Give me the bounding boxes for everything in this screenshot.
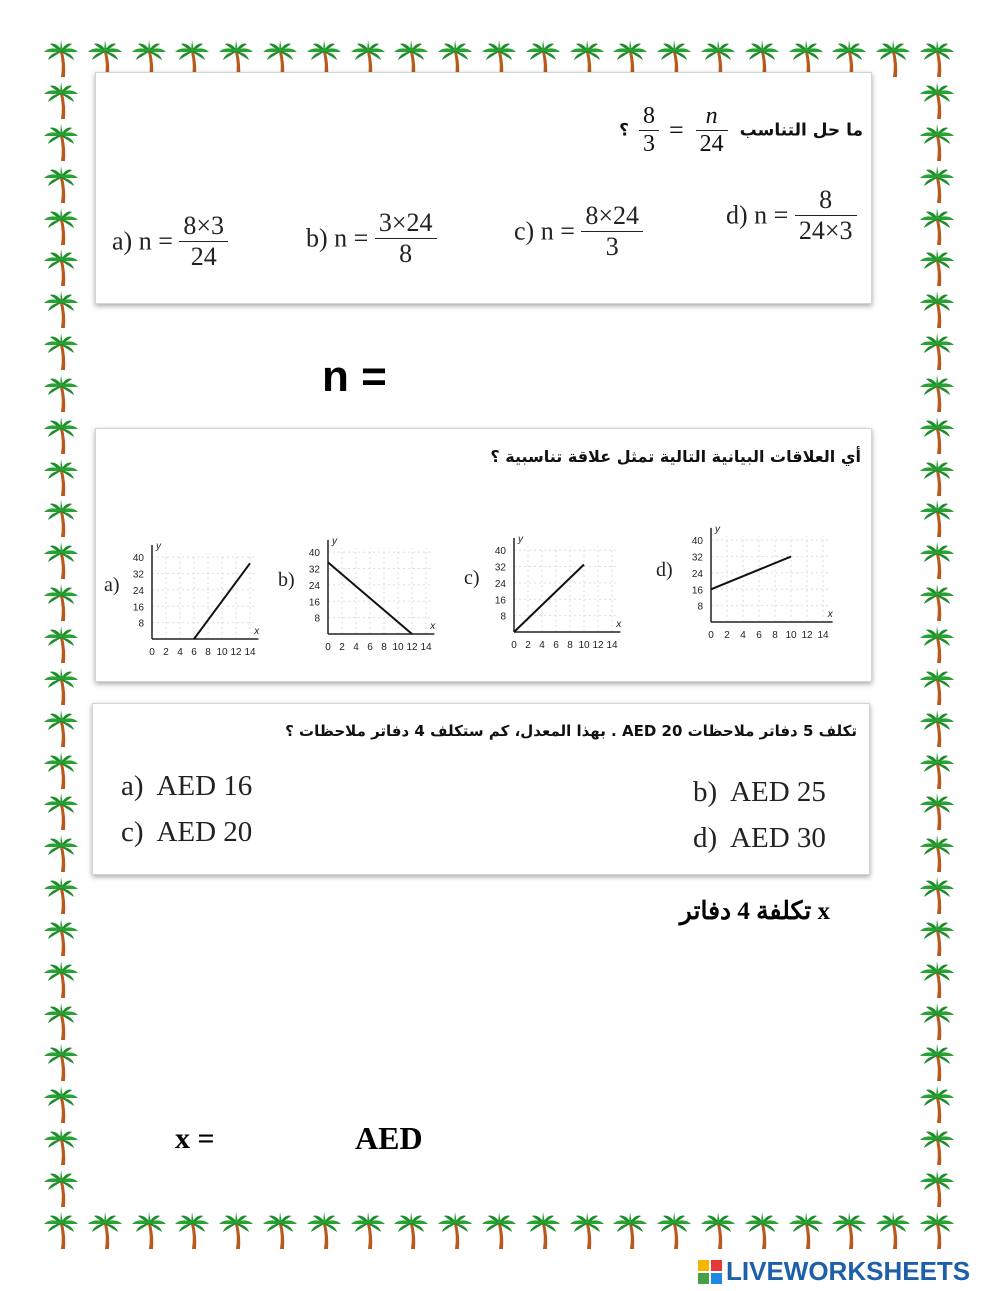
y-axis-label: y (518, 534, 523, 545)
palm-tree-icon (918, 540, 956, 580)
palm-tree-icon (918, 833, 956, 873)
palm-tree-icon (42, 750, 80, 790)
q1-fraction-left-den: 3 (642, 131, 655, 157)
q1-fraction-right-num: n (696, 103, 728, 131)
palm-tree-icon (42, 415, 80, 455)
palm-tree-icon (42, 498, 80, 538)
x-axis-label: x (254, 625, 260, 637)
graph-a-label: a) (104, 574, 120, 596)
x-tick-label: 4 (177, 647, 183, 658)
palm-tree-icon (42, 624, 80, 664)
palm-tree-icon (42, 1168, 80, 1208)
q1-prompt-row (619, 103, 863, 158)
q1-option-c-den: 3 (605, 232, 619, 261)
palm-tree-icon (42, 289, 80, 329)
question-2-card (95, 428, 872, 682)
q1-option-c-label: c) (514, 216, 535, 246)
x-tick-label: 6 (756, 630, 762, 641)
y-tick-label: 24 (691, 568, 703, 580)
palm-tree-icon (42, 1001, 80, 1041)
palm-tree-icon (42, 80, 80, 120)
q1-option-c[interactable] (514, 201, 643, 262)
q3-option-d-text: AED 30 (730, 822, 826, 854)
x-axis-label: x (616, 618, 622, 630)
x-tick-label: 0 (149, 647, 155, 658)
q1-fraction-left-num: 8 (639, 103, 659, 131)
final-unit-label: AED (355, 1120, 423, 1156)
q1-prompt: ما حل التناسب (739, 120, 863, 141)
palm-tree-icon (42, 666, 80, 706)
q1-option-d-label: d) (726, 200, 748, 230)
y-tick-label: 24 (494, 578, 506, 590)
palm-tree-icon (918, 1168, 956, 1208)
q1-fraction-right-den: 24 (699, 131, 724, 157)
q1-option-c-lhs: n = (540, 216, 575, 246)
palm-tree-icon (918, 247, 956, 287)
x-tick-label: 14 (606, 640, 618, 651)
palm-tree-icon (217, 1210, 255, 1250)
palm-tree-icon (699, 1210, 737, 1250)
x-tick-label: 14 (817, 630, 829, 641)
q3-option-b-label: b) (693, 776, 718, 808)
question-3-card (92, 703, 870, 875)
y-tick-label: 8 (697, 601, 703, 613)
y-tick-label: 32 (494, 562, 506, 574)
palm-tree-icon (918, 38, 956, 78)
palm-tree-icon (42, 917, 80, 957)
palm-tree-icon (918, 373, 956, 413)
final-x-label: x = (175, 1122, 215, 1155)
palm-tree-icon (918, 457, 956, 497)
palm-tree-icon (918, 206, 956, 246)
y-tick-label: 32 (308, 564, 320, 576)
palm-tree-icon (918, 498, 956, 538)
x-tick-label: 12 (406, 642, 418, 653)
palm-tree-icon (918, 875, 956, 915)
palm-tree-icon (874, 38, 912, 78)
q1-option-b-fraction (375, 208, 437, 269)
palm-tree-icon (918, 708, 956, 748)
palm-tree-icon (524, 1210, 562, 1250)
palm-tree-icon (918, 80, 956, 120)
palm-tree-icon (918, 582, 956, 622)
x-tick-label: 12 (801, 630, 813, 641)
x-tick-label: 10 (785, 630, 797, 641)
q1-option-b[interactable] (306, 208, 437, 269)
q3-option-c-label: c) (121, 816, 144, 848)
x-tick-label: 14 (244, 647, 256, 658)
palm-tree-icon (918, 164, 956, 204)
palm-tree-icon (436, 1210, 474, 1250)
graph-c[interactable] (484, 517, 634, 657)
x-axis-label: x (827, 608, 833, 620)
question-1-card (95, 72, 872, 304)
x-tick-label: 0 (325, 642, 331, 653)
palm-tree-icon (42, 875, 80, 915)
answer-1-label: n = (322, 352, 387, 401)
q1-option-a-lhs: n = (138, 226, 173, 256)
palm-tree-icon (611, 1210, 649, 1250)
x-tick-label: 4 (353, 642, 359, 653)
q3-option-a-text: AED 16 (156, 770, 253, 802)
x-tick-label: 2 (339, 642, 345, 653)
y-tick-label: 24 (132, 585, 144, 597)
palm-tree-icon (42, 791, 80, 831)
q3-option-a[interactable] (121, 770, 252, 803)
palm-tree-icon (918, 415, 956, 455)
q1-fraction-left (639, 103, 659, 158)
x-tick-label: 2 (163, 647, 169, 658)
palm-tree-icon (349, 1210, 387, 1250)
q1-fraction-right (696, 103, 728, 158)
palm-tree-icon (743, 1210, 781, 1250)
logo-text: LIVEWORKSHEETS (726, 1256, 971, 1286)
palm-tree-icon (918, 289, 956, 329)
palm-tree-icon (42, 164, 80, 204)
palm-tree-icon (918, 1042, 956, 1082)
graph-d-label: d) (656, 559, 673, 581)
q1-option-d-lhs: n = (754, 200, 789, 230)
y-tick-label: 40 (691, 536, 703, 548)
q3-option-b[interactable] (693, 776, 826, 809)
palm-tree-icon (42, 331, 80, 371)
x-tick-label: 8 (772, 630, 778, 641)
palm-tree-icon (42, 1042, 80, 1082)
q1-option-b-den: 8 (399, 239, 413, 268)
palm-tree-icon (392, 1210, 430, 1250)
q2-prompt: أي العلاقات البيانية التالية تمثل علاقة تناسبية ؟ (490, 447, 861, 466)
palm-tree-icon (42, 206, 80, 246)
y-tick-label: 16 (132, 602, 144, 614)
palm-tree-icon (42, 457, 80, 497)
palm-tree-icon (830, 1210, 868, 1250)
palm-tree-icon (42, 1210, 80, 1250)
palm-tree-icon (918, 959, 956, 999)
y-tick-label: 32 (132, 569, 144, 581)
palm-tree-icon (42, 122, 80, 162)
x-tick-label: 0 (511, 640, 517, 651)
q3-option-b-text: AED 25 (730, 776, 826, 808)
palm-tree-icon (918, 624, 956, 664)
x-tick-label: 14 (420, 642, 432, 653)
q1-option-a-label: a) (112, 226, 133, 256)
graph-a[interactable] (122, 524, 272, 664)
y-tick-label: 40 (132, 553, 144, 565)
logo-icon (698, 1260, 722, 1284)
palm-tree-icon (918, 917, 956, 957)
graph-b-label: b) (278, 569, 295, 591)
q1-option-c-fraction (581, 201, 643, 262)
q1-option-d-num: 8 (795, 185, 857, 216)
palm-tree-icon (86, 1210, 124, 1250)
q1-option-d-den: 24×3 (798, 216, 853, 245)
palm-tree-icon (918, 750, 956, 790)
palm-tree-icon (874, 1210, 912, 1250)
x-tick-label: 4 (740, 630, 746, 641)
x-tick-label: 10 (216, 647, 228, 658)
q1-option-a[interactable] (112, 211, 228, 272)
q1-option-d-fraction (795, 185, 857, 246)
y-axis-label: y (156, 541, 161, 552)
y-axis-label: y (332, 536, 337, 547)
q1-equals: = (668, 115, 684, 145)
palm-tree-icon (173, 1210, 211, 1250)
palm-tree-icon (130, 1210, 168, 1250)
q1-option-a-num: 8×3 (179, 211, 228, 242)
graph-d[interactable] (681, 507, 846, 647)
q1-option-b-lhs: n = (334, 223, 369, 253)
liveworksheets-logo[interactable] (698, 1256, 970, 1287)
y-tick-label: 40 (494, 546, 506, 558)
q1-option-d[interactable] (726, 185, 857, 246)
x-tick-label: 2 (724, 630, 730, 641)
y-tick-label: 8 (314, 613, 320, 625)
y-tick-label: 24 (308, 580, 320, 592)
x-tick-label: 6 (191, 647, 197, 658)
x-tick-label: 8 (205, 647, 211, 658)
q1-option-a-den: 24 (190, 242, 217, 271)
graph-b[interactable] (298, 519, 448, 659)
q3-prompt: تكلف 5 دفاتر ملاحظات AED 20 . بهذا المعدل، كم ستكلف 4 دفاتر ملاحظات ؟ (285, 722, 857, 740)
q3-option-c[interactable] (121, 816, 252, 849)
y-tick-label: 8 (500, 611, 506, 623)
x-tick-label: 0 (708, 630, 714, 641)
graph-c-label: c) (464, 567, 480, 589)
palm-tree-icon (918, 331, 956, 371)
q3-option-d-label: d) (693, 822, 718, 854)
palm-tree-icon (918, 666, 956, 706)
palm-tree-icon (42, 1084, 80, 1124)
palm-tree-icon (42, 708, 80, 748)
y-tick-label: 16 (308, 597, 320, 609)
palm-tree-icon (918, 122, 956, 162)
palm-tree-icon (918, 1084, 956, 1124)
palm-tree-icon (42, 959, 80, 999)
q3-option-d[interactable] (693, 822, 826, 855)
q1-option-a-fraction (179, 211, 228, 272)
palm-tree-icon (918, 1126, 956, 1166)
palm-tree-icon (42, 540, 80, 580)
x-axis-label: x (430, 620, 436, 632)
x-tick-label: 10 (578, 640, 590, 651)
q1-option-b-num: 3×24 (375, 208, 437, 239)
q1-question-mark: ؟ (619, 120, 629, 141)
palm-tree-icon (918, 791, 956, 831)
palm-tree-icon (42, 373, 80, 413)
x-tick-label: 6 (553, 640, 559, 651)
x-tick-label: 12 (230, 647, 242, 658)
palm-tree-icon (787, 1210, 825, 1250)
x-tick-label: 2 (525, 640, 531, 651)
palm-tree-icon (568, 1210, 606, 1250)
palm-tree-icon (42, 38, 80, 78)
y-tick-label: 8 (138, 618, 144, 630)
y-tick-label: 40 (308, 548, 320, 560)
palm-tree-icon (261, 1210, 299, 1250)
work-label: x تكلفة 4 دفاتر (679, 898, 830, 925)
x-tick-label: 12 (592, 640, 604, 651)
q1-option-b-label: b) (306, 223, 328, 253)
palm-tree-icon (480, 1210, 518, 1250)
y-tick-label: 16 (494, 595, 506, 607)
palm-tree-icon (42, 582, 80, 622)
x-tick-label: 8 (381, 642, 387, 653)
palm-tree-icon (305, 1210, 343, 1250)
q1-option-c-num: 8×24 (581, 201, 643, 232)
graph-data-line (514, 565, 584, 633)
palm-tree-icon (918, 1210, 956, 1250)
q3-option-c-text: AED 20 (156, 816, 253, 848)
y-tick-label: 32 (691, 552, 703, 564)
palm-tree-icon (918, 1001, 956, 1041)
x-tick-label: 4 (539, 640, 545, 651)
x-tick-label: 10 (392, 642, 404, 653)
x-tick-label: 8 (567, 640, 573, 651)
y-axis-label: y (715, 524, 720, 535)
y-tick-label: 16 (691, 585, 703, 597)
q3-option-a-label: a) (121, 770, 144, 802)
palm-tree-icon (42, 833, 80, 873)
palm-tree-icon (42, 1126, 80, 1166)
x-tick-label: 6 (367, 642, 373, 653)
palm-tree-icon (655, 1210, 693, 1250)
palm-tree-icon (42, 247, 80, 287)
